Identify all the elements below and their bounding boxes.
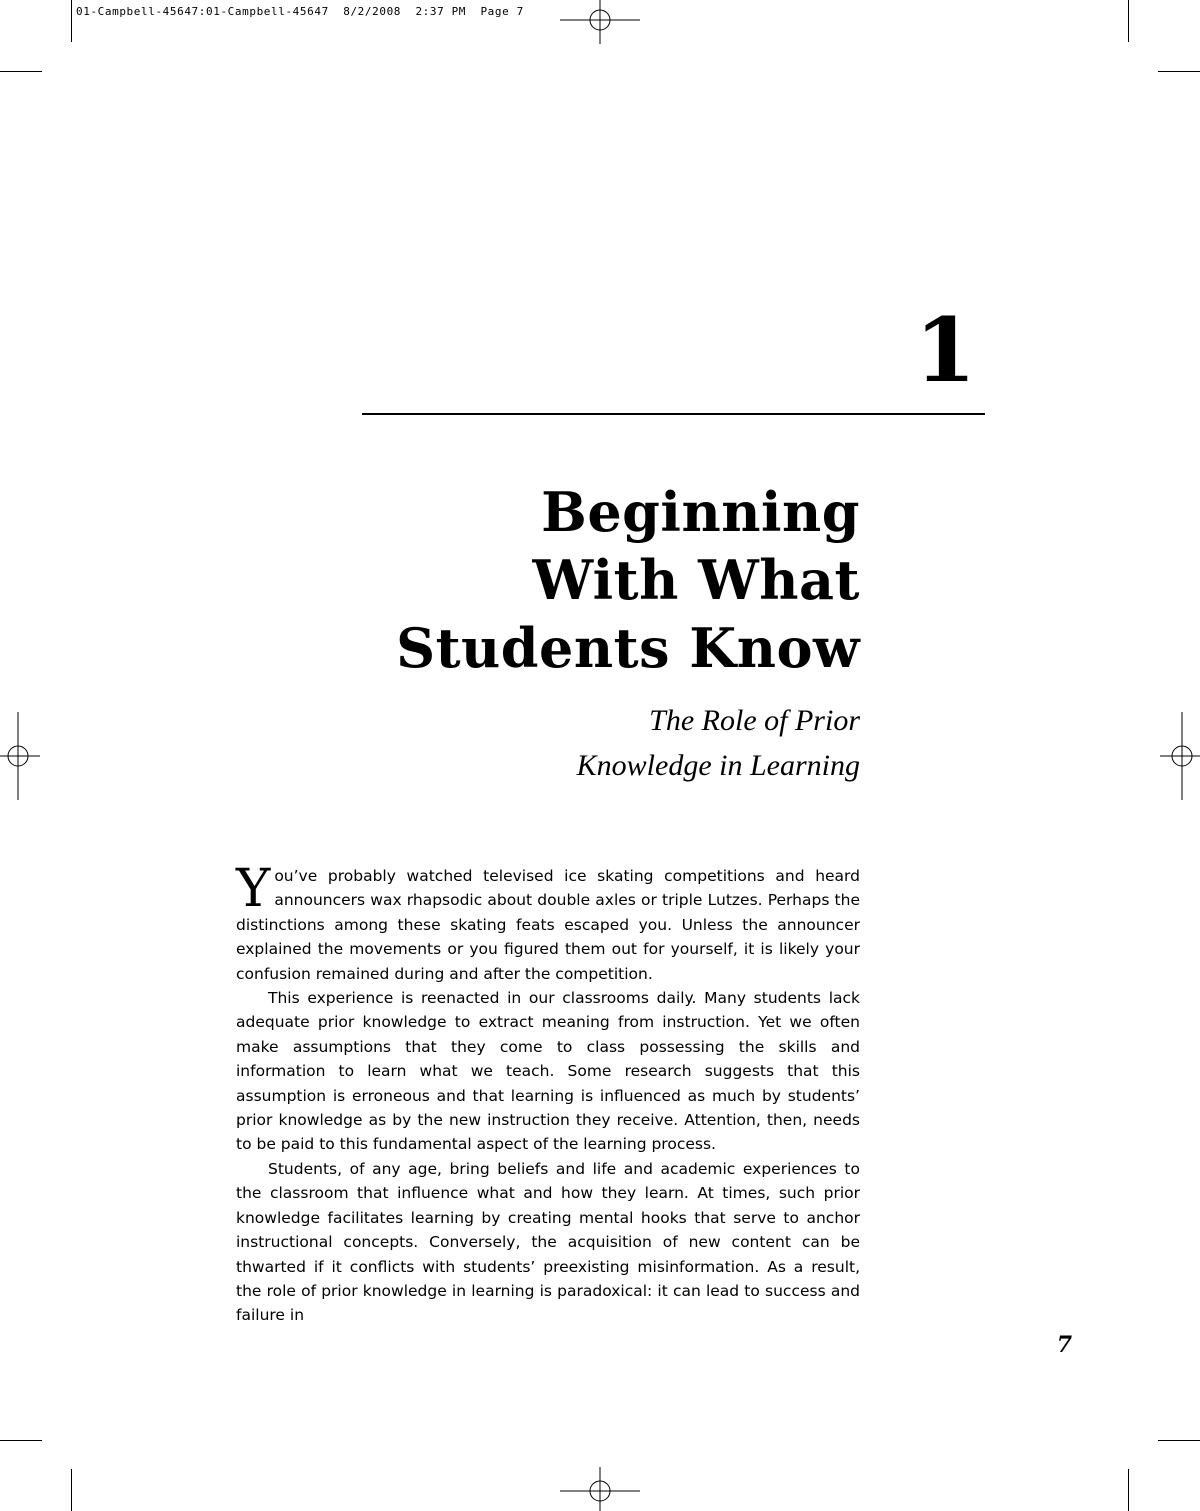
chapter-number: 1 bbox=[914, 298, 976, 402]
crop-mark-bottom-left-vertical bbox=[71, 1469, 72, 1511]
chapter-title-line: Beginning bbox=[541, 480, 860, 544]
crop-mark-top-right-horizontal bbox=[1158, 71, 1200, 72]
crop-mark-bottom-right-horizontal bbox=[1158, 1440, 1200, 1441]
body-paragraph: This experience is reenacted in our classrooms daily. Many students lack adequate prior knowledge to extract meaning from instruction. Yet we often make assumptions that they come to class possessing the skills and information to learn what we teach. Some research suggests that this assumption is erroneous and that learning is influenced as much by students’ prior knowledge as by the new instruction they receive. Attention, then, needs to be paid to this fundamental aspect of the learning process. bbox=[236, 989, 860, 1154]
chapter-title bbox=[220, 478, 860, 682]
page-number: 7 bbox=[1056, 1332, 1072, 1358]
chapter-subtitle bbox=[380, 698, 860, 788]
chapter-subtitle-line: The Role of Prior bbox=[649, 704, 860, 737]
body-paragraph: Students, of any age, bring beliefs and life and academic experiences to the classroom that influence what and how they learn. At times, such prior knowledge facilitates learning by creating mental hooks that serve to anchor instructional concepts. Conversely, the acquisition of new content can be thwarted if it conflicts with students’ preexisting misinformation. As a result, the role of prior knowledge in learning is paradoxical: it can lead to success and failure in bbox=[236, 1159, 860, 1325]
printer-slug: 01-Campbell-45647:01-Campbell-45647 8/2/2008 2:37 PM Page 7 bbox=[76, 5, 524, 18]
crop-mark-bottom-left-horizontal bbox=[0, 1440, 42, 1441]
body-text bbox=[236, 859, 860, 1328]
registration-mark-top-icon bbox=[556, 0, 644, 44]
registration-mark-bottom-icon bbox=[556, 1467, 644, 1511]
drop-cap: Y bbox=[236, 859, 271, 919]
crop-mark-bottom-right-vertical bbox=[1128, 1469, 1129, 1511]
chapter-rule bbox=[362, 413, 985, 415]
chapter-subtitle-line: Knowledge in Learning bbox=[576, 749, 860, 782]
crop-mark-top-right-vertical bbox=[1128, 0, 1129, 42]
crop-mark-top-left-horizontal bbox=[0, 71, 42, 72]
crop-mark-top-left-vertical bbox=[71, 0, 72, 42]
body-paragraph bbox=[236, 859, 860, 986]
body-paragraph-text: ou’ve probably watched televised ice skating competitions and heard announcers wax rhapsodic about double axles or triple Lutzes. Perhaps the distinctions among these skating feats escaped you. Unless the announcer explained the movements or you figured them out for yourself, it is likely your confusion remained during and after the competition. bbox=[236, 867, 860, 983]
chapter-title-line: Students Know bbox=[396, 616, 860, 680]
chapter-title-line: With What bbox=[532, 548, 860, 612]
registration-mark-left-icon bbox=[0, 712, 44, 800]
registration-mark-right-icon bbox=[1156, 712, 1200, 800]
